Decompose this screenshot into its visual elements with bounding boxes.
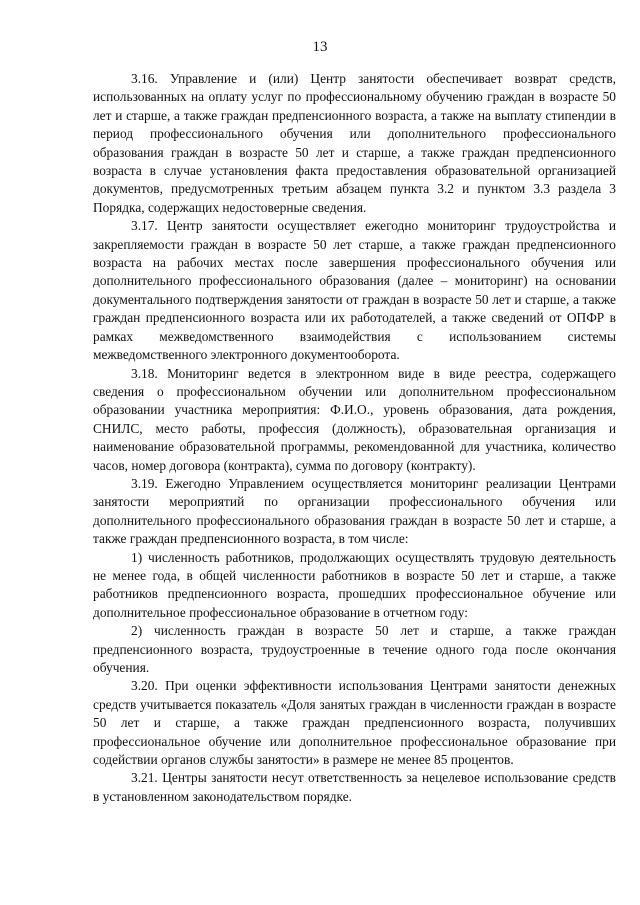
paragraph-3-21: 3.21. Центры занятости несут ответственность за нецелевое использование средств в установленном законодательством порядке. — [93, 770, 616, 804]
paragraph-3-19-item-1: 1) численность работников, продолжающих осуществлять трудовую деятельность не менее года, в общей численности работников в возрасте 50 лет и старше, а также работников предпенсионного возраста, прошедших профессиональное обучение или дополнительное профессиональное образование в отчетном году: — [93, 549, 616, 620]
document-body — [93, 70, 616, 806]
paragraph-3-20: 3.20. При оценки эффективности использования Центрами занятости денежных средств учитывается показатель «Доля занятых граждан в численности граждан в возрасте 50 лет и старше, а также граждан предпенсионного возраста, получивших профессиональное обучение или дополнительное профессиональное образование при содействии органов службы занятости» в размере не менее 85 процентов. — [93, 678, 616, 768]
paragraph-3-19: 3.19. Ежегодно Управлением осуществляется мониторинг реализации Центрами занятости мероприятий по организации профессионального обучения или дополнительного профессионального образования граждан в возрасте 50 лет и старше, а также граждан предпенсионного возраста, в том числе: — [93, 475, 616, 547]
paragraph-3-16: 3.16. Управление и (или) Центр занятости обеспечивает возврат средств, использованных на оплату услуг по профессиональному обучению граждан в возрасте 50 лет и старше, а также граждан предпенсионного возраста, а также на выплату стипендии в период профессионального обучения или дополнительного профессионального образования граждан в возрасте 50 лет и старше, а также граждан предпенсионного возраста в случае установления факта предоставления образовательной организацией документов, предусмотренных третьим абзацем пункта 3.2 и пунктом 3.3 раздела 3 Порядка, содержащих недостоверные сведения. — [93, 71, 616, 215]
page-number: 13 — [312, 39, 328, 55]
paragraph-3-17: 3.17. Центр занятости осуществляет ежегодно мониторинг трудоустройства и закрепляемости граждан в возрасте 50 лет старше, а также граждан предпенсионного возраста на рабочих местах после завершения профессионального обучения или дополнительного профессионального образования (далее – мониторинг) на основании документального подтверждения занятости от граждан в возрасте 50 лет и старше, а также граждан предпенсионного возраста или их работодателей, а также сведений от ОПФР в рамках межведомственного взаимодействия с использованием системы межведомственного электронного документооборота. — [93, 218, 616, 363]
paragraph-3-18: 3.18. Мониторинг ведется в электронном виде в виде реестра, содержащего сведения о профессиональном обучении или дополнительном профессиональном образовании участника мероприятия: Ф.И.О., уровень образования, дата рождения, СНИЛС, место работы, профессия (должность), образовательная организация и наименование образовательной программы, рекомендованной для участника, количество часов, номер договора (контракта), сумма по договору (контракту). — [93, 365, 616, 473]
paragraph-3-19-item-2: 2) численность граждан в возрасте 50 лет и старше, а также граждан предпенсионного возраста, трудоустроенные в течение одного года после окончания обучения. — [93, 623, 616, 675]
